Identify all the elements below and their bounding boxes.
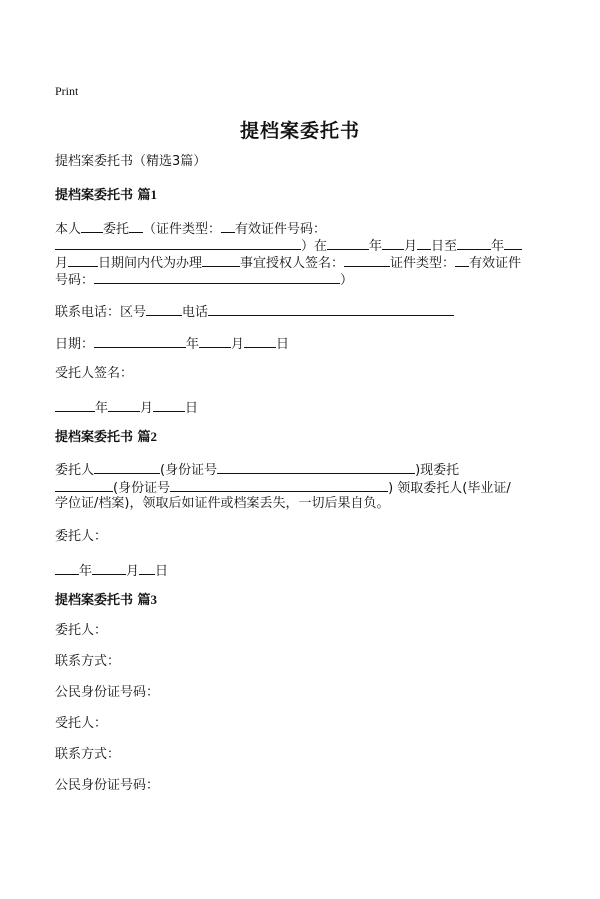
section-1-para-line-4 — [55, 270, 555, 289]
field-contact-2: 联系方式： — [55, 747, 121, 762]
text-span: 委托 — [103, 222, 130, 237]
text-span: 日 — [155, 564, 169, 579]
text-span: 年 — [79, 564, 93, 579]
text-span: 本人 — [55, 222, 82, 237]
section-3-heading-text: 提档案委托书 篇 — [55, 593, 151, 608]
blank-field — [129, 219, 143, 233]
section-2-heading-text: 提档案委托书 篇 — [55, 430, 151, 445]
text-span: (身份证号 — [160, 463, 218, 478]
blank-field — [170, 478, 388, 492]
section-1-heading-text: 提档案委托书 篇 — [55, 188, 151, 203]
text-span: 月 — [231, 337, 245, 352]
text-span: 月 — [404, 239, 418, 254]
text-span: 年 — [491, 239, 505, 254]
blank-field — [55, 398, 95, 412]
blank-field — [153, 398, 185, 412]
date-line — [55, 334, 555, 353]
blank-field — [108, 398, 140, 412]
blank-field — [55, 478, 113, 492]
print-link[interactable]: Print — [55, 84, 79, 98]
text-span: 事宜授权人签名： — [240, 256, 345, 271]
text-span: 年 — [369, 239, 383, 254]
text-span: 日期： — [55, 337, 95, 352]
text-span: ） — [340, 273, 354, 288]
text-span: 月 — [140, 401, 154, 416]
blank-field — [55, 236, 301, 250]
section-3-heading — [55, 592, 555, 609]
text-span: 日至 — [431, 239, 458, 254]
text-span: 月 — [55, 256, 69, 271]
text-span: 有效证件号码： — [235, 222, 327, 237]
trustee-signature-line: 受托人签名： — [55, 366, 134, 381]
blank-field — [327, 236, 369, 250]
text-span: )现委托 — [415, 463, 460, 478]
text-span: 月 — [126, 564, 140, 579]
blank-field — [94, 460, 160, 474]
blank-field — [344, 253, 390, 267]
blank-field — [504, 236, 522, 250]
contact-phone-line — [55, 302, 555, 321]
blank-field — [217, 460, 415, 474]
text-span: 联系电话：区号 — [55, 305, 147, 320]
text-span: 年 — [95, 401, 109, 416]
text-span: ) 领取委托人(毕业证/ — [388, 481, 511, 496]
blank-field — [221, 219, 235, 233]
blank-field — [81, 219, 103, 233]
section-2-para-line-2 — [55, 478, 555, 497]
blank-field — [55, 561, 79, 575]
section-1-heading-number: 1 — [150, 187, 158, 202]
section-2-date-line — [55, 561, 555, 580]
text-span: 有效证件 — [469, 256, 522, 271]
blank-field — [139, 561, 155, 575]
trustee-date-line — [55, 398, 555, 417]
blank-field — [68, 253, 98, 267]
text-span: ）在 — [301, 239, 328, 254]
blank-field — [208, 302, 454, 316]
field-trustee: 受托人： — [55, 716, 108, 731]
blank-field — [244, 334, 276, 348]
blank-field — [92, 561, 126, 575]
field-principal: 委托人： — [55, 623, 108, 638]
blank-field — [94, 270, 340, 284]
document-title: 提档案委托书 — [239, 120, 360, 142]
section-2-heading-number: 2 — [150, 429, 158, 444]
blank-field — [199, 334, 231, 348]
blank-field — [455, 253, 469, 267]
text-span: 号码： — [55, 273, 95, 288]
section-2-heading — [55, 429, 555, 446]
text-span: 日 — [185, 401, 199, 416]
text-span: 日 — [276, 337, 290, 352]
blank-field — [146, 302, 182, 316]
blank-field — [382, 236, 404, 250]
text-span: 日期间内代为办理 — [98, 256, 203, 271]
section-2-para-line-1 — [55, 460, 555, 479]
field-id-number-2: 公民身份证号码： — [55, 778, 160, 793]
blank-field — [94, 334, 186, 348]
text-span: 证件类型： — [390, 256, 456, 271]
section-2-para-line-3: 学位证/档案)，领取后如证件或档案丢失，一切后果自负。 — [55, 496, 390, 511]
blank-field — [457, 236, 491, 250]
field-id-number-1: 公民身份证号码： — [55, 685, 160, 700]
principal-line: 委托人： — [55, 529, 108, 544]
section-1-heading — [55, 187, 555, 204]
text-span: (身份证号 — [113, 481, 171, 496]
text-span: 委托人 — [55, 463, 95, 478]
field-contact-1: 联系方式： — [55, 654, 121, 669]
blank-field — [202, 253, 240, 267]
blank-field — [417, 236, 431, 250]
text-span: 电话 — [182, 305, 209, 320]
section-3-heading-number: 3 — [150, 592, 158, 607]
text-span: （证件类型： — [143, 222, 222, 237]
document-subtitle: 提档案委托书（精选3篇） — [55, 154, 207, 169]
text-span: 年 — [186, 337, 200, 352]
